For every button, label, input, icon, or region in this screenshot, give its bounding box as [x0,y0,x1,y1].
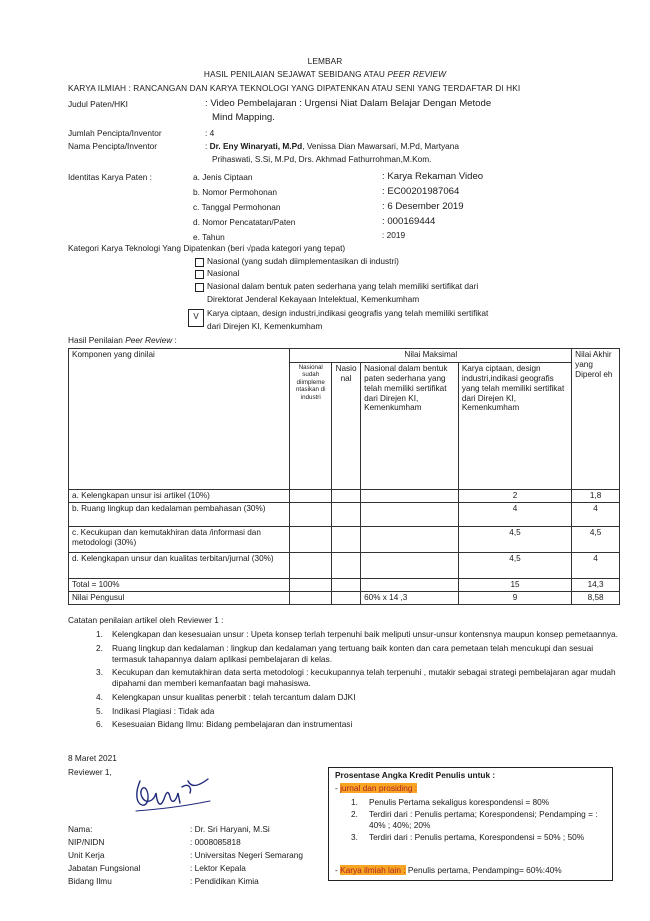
catatan-item [96,692,620,703]
row-c-akhir: 4,5 [572,527,620,553]
jumlah-value: : 4 [205,128,215,138]
karya-ilmiah-highlight: Karya ilmiah lain : [340,865,406,875]
total-label: Total = 100% [69,579,290,592]
table-row [69,553,620,579]
row-c-empty-3 [361,527,459,553]
reviewer-unit-label: Unit Kerja [68,850,105,860]
row-c-komponen: c. Kecukupan dan kemutakhiran data /informasi dan metodologi (30%) [69,527,290,553]
kategori-opt-3-line1: Nasional dalam bentuk paten sederhana yang telah memiliki sertifikat dari [207,281,479,291]
kategori-checkbox-2[interactable] [195,270,204,279]
col-nilai-maksimal: Nilai Maksimal [290,349,572,363]
hasil-title [68,336,177,346]
catatan-num: 3. [96,667,103,678]
header-title-italic: PEER REVIEW [387,69,447,79]
hasil-title-italic: Peer Review [125,335,173,345]
row-b-akhir: 4 [572,503,620,527]
catatan-num: 6. [96,719,103,730]
prosentase-dash-2: - [335,865,338,875]
catatan-item [96,706,620,717]
kategori-checkbox-4-checked[interactable]: V [188,309,204,327]
row-b-maks: 4 [458,503,571,527]
kategori-opt-1: Nasional (yang sudah diimplementasikan di industri) [207,256,399,266]
total-maks: 15 [458,579,571,592]
prosentase-text-3: Terdiri dari : Penulis pertama, Korespondensi = 50% ; 50% [369,832,585,843]
header-title [0,70,650,80]
row-c-maks: 4,5 [458,527,571,553]
catatan-item [96,643,620,665]
row-b-empty-3 [361,503,459,527]
kategori-opt-4-line2: dari Direjen KI, Kemenkumham [207,321,323,331]
col-karya-ciptaan: Karya ciptaan, design industri,indikasi geografis yang telah memiliki sertifikat dari Direjen KI, Kemenkumham [458,363,571,490]
catatan-num: 1. [96,629,103,639]
reviewer-nama-label: Nama: [68,824,93,834]
header-lembar: LEMBAR [307,56,343,66]
catatan-text-5: Indikasi Plagiasi : Tidak ada [112,705,215,716]
row-b-komponen: b. Ruang lingkup dan kedalaman pembahasan (30%) [69,503,290,527]
nama-label: Nama Pencipta/Inventor [68,141,158,151]
identitas-d-label: d. Nomor Pencatatan/Paten [193,217,296,227]
prosentase-item [351,832,607,842]
prosentase-num: 2. [351,809,358,820]
prosentase-jurnal [335,784,417,794]
reviewer-jabatan-value: : Lektor Kepala [190,863,246,873]
prosentase-text-1: Penulis Pertama sekaligus korespondensi = 80% [369,797,550,807]
row-b-empty-1 [290,503,332,527]
col-nilai-akhir: Nilai Akhir yang Diperol eh [572,349,620,490]
kategori-opt-4-line1: Karya ciptaan, design industri,indikasi geografis yang telah memiliki sertifikat [207,308,489,318]
kategori-opt-2: Nasional [207,268,240,278]
hasil-title-text: Hasil Penilaian [68,335,126,345]
kategori-title: Kategori Karya Teknologi Yang Dipatenkan (beri √pada kategori yang tepat) [68,243,346,253]
prosentase-box [328,767,613,881]
row-d-empty-2 [332,553,361,579]
nama-bold: Dr. Eny Winaryati, M.Pd [209,141,303,151]
identitas-d-value: : 000169444 [382,216,436,227]
catatan-num: 2. [96,642,103,653]
identitas-label: Identitas Karya Paten : [68,172,152,182]
catatan-text-3: Kecukupan dan kemutakhiran data serta metodologi : kecukupannya telah terpenuhi , mutakir sebagai strategi pembelajaran agar mudah dipahami dan memberi kemanfaatan bagi mahasiswa. [112,667,616,689]
catatan-item [96,667,620,689]
prosentase-item [351,809,607,830]
penilaian-table [68,348,620,605]
judul-value-2: Mind Mapping. [212,112,275,123]
table-row [69,527,620,553]
total-empty-3 [361,579,459,592]
kategori-opt-3-line2: Direktorat Jenderal Kekayaan Intelektual, Kemenkumham [207,294,420,304]
nama-value-1: : Dr. Eny Winaryati, M.Pd, Venissa Dian Mawarsari, M.Pd, Martyana [205,141,460,151]
identitas-b-value: : EC00201987064 [382,186,460,197]
row-d-akhir: 4 [572,553,620,579]
catatan-list [96,629,620,733]
nama-rest-1: , Venissa Dian Mawarsari, M.Pd, Martyana [302,141,460,151]
catatan-text-2: Ruang lingkup dan kedalaman : lingkup dan kedalaman yang tertuang baik konten dan cara pemetaan telah mencukupi dan sesuai termasuk tahapannya dalam aplikasi pembelajaran di kelas. [112,642,594,664]
row-a-empty-1 [290,490,332,503]
prosentase-item [351,797,607,807]
pengusul-empty-1 [290,591,332,604]
reviewer-bidang-value: : Pendidikan Kimia [190,876,259,886]
pengusul-formula: 60% x 14 ,3 [361,591,459,604]
header-karya-ilmiah: KARYA ILMIAH : RANCANGAN DAN KARYA TEKNOLOGI YANG DIPATENKAN ATAU SENI YANG TERDAFTAR DI HKI [68,83,521,93]
total-akhir: 14,3 [572,579,620,592]
table-row [69,503,620,527]
reviewer-nama-value: : Dr. Sri Haryani, M.Si [190,824,270,834]
identitas-b-label: b. Nomor Permohonan [193,187,277,197]
row-d-maks: 4,5 [458,553,571,579]
col-nasional-sudah: Nasional sudah diimpleme ntasikan di industri [290,363,332,490]
row-a-empty-2 [332,490,361,503]
col-nasional: Nasio nal [332,363,361,490]
catatan-num: 4. [96,691,103,702]
row-a-komponen: a. Kelengkapan unsur isi artikel (10%) [69,490,290,503]
row-d-komponen: d. Kelengkapan unsur dan kualitas terbitan/jurnal (30%) [69,553,290,579]
identitas-c-label: c. Tanggal Permohonan [193,202,281,212]
catatan-item [96,629,620,640]
row-c-empty-2 [332,527,361,553]
jurnal-prosiding-highlight: jurnal dan prosiding : [340,783,418,793]
catatan-title: Catatan penilaian artikel oleh Reviewer 1 : [68,615,224,625]
pengusul-maks: 9 [458,591,571,604]
jumlah-label: Jumlah Pencipta/Inventor [68,128,162,138]
prosentase-title: Prosentase Angka Kredit Penulis untuk : [335,770,496,780]
total-empty-1 [290,579,332,592]
row-a-empty-3 [361,490,459,503]
col-paten-sederhana: Nasional dalam bentuk paten sederhana yang telah memiliki sertifikat dari Direjen KI, Kemenkumham [361,363,459,490]
prosentase-text-2: Terdiri dari : Penulis pertama; Korespondensi; Pendamping = : 40% ; 40%; 20% [369,809,598,830]
identitas-e-label: e. Tahun [193,232,225,242]
reviewer-jabatan-label: Jabatan Fungsional [68,863,141,873]
judul-label: Judul Paten/HKI [68,99,128,109]
identitas-a-value: : Karya Rekaman Video [382,171,484,182]
signature-image [130,775,225,817]
karya-ilmiah-value: Penulis pertama, Pendamping= 60%:40% [405,865,562,875]
reviewer-label: Reviewer 1, [68,767,112,777]
pengusul-empty-2 [332,591,361,604]
prosentase-list [351,797,607,844]
pengusul-label: Nilai Pengusul [69,591,290,604]
row-b-empty-2 [332,503,361,527]
prosentase-num: 3. [351,832,358,843]
header-title-text: HASIL PENILAIAN SEJAWAT SEBIDANG ATAU [203,69,388,79]
row-d-empty-1 [290,553,332,579]
reviewer-bidang-label: Bidang Ilmu [68,876,112,886]
total-empty-2 [332,579,361,592]
catatan-text-4: Kelengkapan unsur kualitas penerbit : telah tercantum dalam DJKI [112,691,356,702]
reviewer-nip-label: NIP/NIDN [68,837,105,847]
identitas-e-value: : 2019 [382,230,406,240]
pengusul-akhir: 8,58 [572,591,620,604]
row-d-empty-3 [361,553,459,579]
prosentase-num: 1. [351,797,358,807]
judul-value-1: : Video Pembelajaran : Urgensi Niat Dalam Belajar Dengan Metode [205,98,492,109]
reviewer-unit-value: : Universitas Negeri Semarang [190,850,303,860]
kategori-checkbox-1[interactable] [195,258,204,267]
identitas-a-label: a. Jenis Ciptaan [193,172,253,182]
hasil-title-suffix: : [172,335,177,345]
table-row-pengusul [69,591,620,604]
table-row [69,490,620,503]
reviewer-nip-value: : 0008085818 [190,837,241,847]
catatan-text-6: Kesesuaian Bidang Ilmu: Bidang pembelajaran dan instrumentasi [112,719,353,730]
row-a-maks: 2 [458,490,571,503]
prosentase-karya [335,866,562,876]
col-komponen: Komponen yang dinilai [69,349,290,490]
prosentase-dash-1: - [335,783,338,793]
tanggal: 8 Maret 2021 [68,753,117,763]
catatan-num: 5. [96,705,103,716]
identitas-c-value: : 6 Desember 2019 [382,201,464,212]
catatan-text-1: Kelengkapan dan kesesuaian unsur : Upeta konsep terlah terpenuhi baik meliputi unsur-unsur kontensnya maupun konsep pemetaannya. [112,629,618,639]
catatan-item [96,719,620,730]
row-c-empty-1 [290,527,332,553]
table-row-total [69,579,620,592]
nama-value-2: Prihaswati, S.Si, M.Pd, Drs. Akhmad Fathurrohman,M.Kom. [212,154,432,164]
kategori-checkbox-3[interactable] [195,283,204,292]
row-a-akhir: 1,8 [572,490,620,503]
